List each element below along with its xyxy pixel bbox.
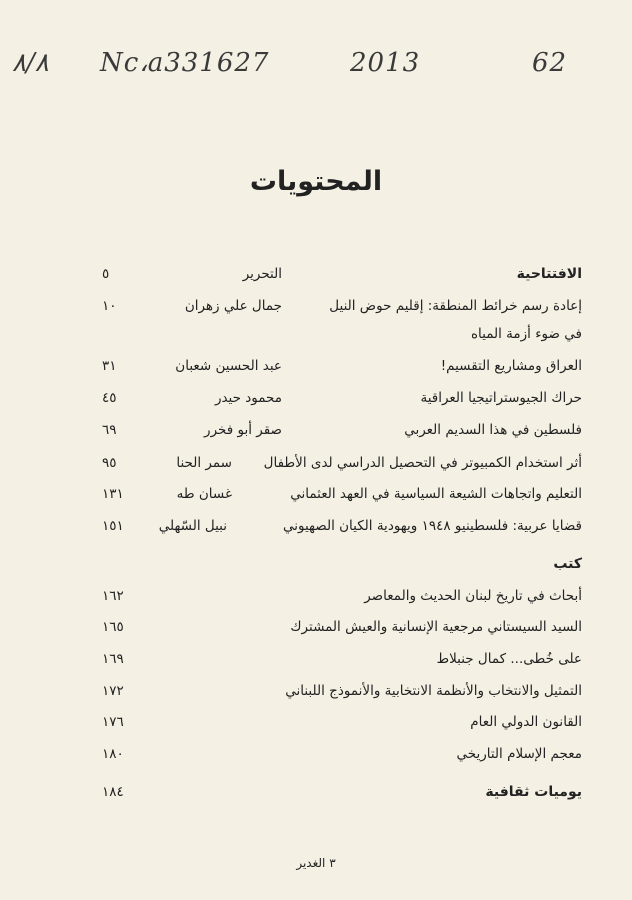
toc-row: [0, 455, 632, 479]
handwritten-note-year: 2013: [350, 48, 421, 78]
toc-title: أثر استخدام الكمبيوتر في التحصيل الدراسي لدى الأطفال: [263, 455, 582, 471]
toc-title: القانون الدولي العام: [470, 714, 582, 730]
toc-row: [0, 390, 632, 414]
toc-row: [0, 746, 632, 770]
toc-author: محمود حيدر: [214, 390, 282, 406]
toc-page: ٩٥: [102, 455, 117, 471]
toc-row: [0, 714, 632, 738]
toc-title: إعادة رسم خرائط المنطقة: إقليم حوض النيل: [329, 298, 582, 314]
toc-title: في ضوء أزمة المياه: [470, 326, 582, 342]
toc-row: [0, 358, 632, 382]
toc-title: فلسطين في هذا السديم العربي: [404, 422, 582, 438]
toc-author: سمر الحنا: [176, 455, 232, 471]
section-heading-books: كتب: [553, 556, 582, 572]
toc-page: ٥: [102, 266, 110, 282]
toc-row: [0, 556, 632, 580]
toc-page: ١٦٢: [102, 588, 124, 604]
toc-row: [0, 518, 632, 542]
toc-row: [0, 422, 632, 446]
toc-author: صقر أبو فخرر: [204, 422, 282, 438]
toc-title: حراك الجيوستراتيجيا العراقية: [420, 390, 582, 406]
handwritten-note-code: Nc،a331627: [100, 48, 270, 78]
toc-page: ١٥١: [102, 518, 124, 534]
page-footer: ٣ الغدير: [296, 856, 336, 870]
toc-title: على خُطى... كمال جنبلاط: [436, 651, 582, 667]
toc-page: ٣١: [102, 358, 117, 374]
handwritten-note-ref: ٨/٨: [12, 48, 49, 78]
handwritten-note-issue: 62: [532, 48, 568, 78]
toc-page: ١٨٤: [102, 784, 124, 800]
toc-row: [0, 486, 632, 510]
toc-page: ٦٩: [102, 422, 117, 438]
toc-title: السيد السيستاني مرجعية الإنسانية والعيش المشترك: [290, 619, 582, 635]
toc-author: عبد الحسين شعبان: [175, 358, 282, 374]
toc-page: ٤٥: [102, 390, 117, 406]
section-heading-cultural-diaries: يوميات ثقافية: [485, 784, 582, 800]
toc-title: التعليم واتجاهات الشيعة السياسية في العهد العثماني: [290, 486, 582, 502]
toc-row: [0, 588, 632, 612]
toc-page: ١٠: [102, 298, 117, 314]
toc-author: نبيل السّهلي: [158, 518, 227, 534]
toc-title: قضايا عربية: فلسطينيو ١٩٤٨ ويهودية الكيان الصهيوني: [282, 518, 582, 534]
toc-title: العراق ومشاريع التقسيم!: [440, 358, 582, 374]
toc-page: ١٣١: [102, 486, 124, 502]
toc-row: [0, 683, 632, 707]
toc-row: [0, 619, 632, 643]
toc-title: التمثيل والانتخاب والأنظمة الانتخابية والأنموذج اللبناني: [285, 683, 582, 699]
toc-author: التحرير: [242, 266, 282, 282]
toc-row: [0, 298, 632, 322]
toc-page: ١٦٩: [102, 651, 124, 667]
toc-row: [0, 784, 632, 808]
toc-row: [0, 651, 632, 675]
toc-row: [0, 266, 632, 290]
toc-page: ١٧٢: [102, 683, 124, 699]
toc-row: [0, 326, 632, 350]
toc-page: ١٦٥: [102, 619, 124, 635]
toc-title: أبحاث في تاريخ لبنان الحديث والمعاصر: [364, 588, 582, 604]
toc-author: غسان طه: [176, 486, 232, 502]
toc-title: معجم الإسلام التاريخي: [456, 746, 582, 762]
toc-page: ١٨٠: [102, 746, 124, 762]
toc-author: جمال علي زهران: [184, 298, 282, 314]
section-heading-editorial: الافتتاحية: [516, 266, 582, 282]
page-title: المحتويات: [249, 166, 383, 197]
toc-page: ١٧٦: [102, 714, 124, 730]
